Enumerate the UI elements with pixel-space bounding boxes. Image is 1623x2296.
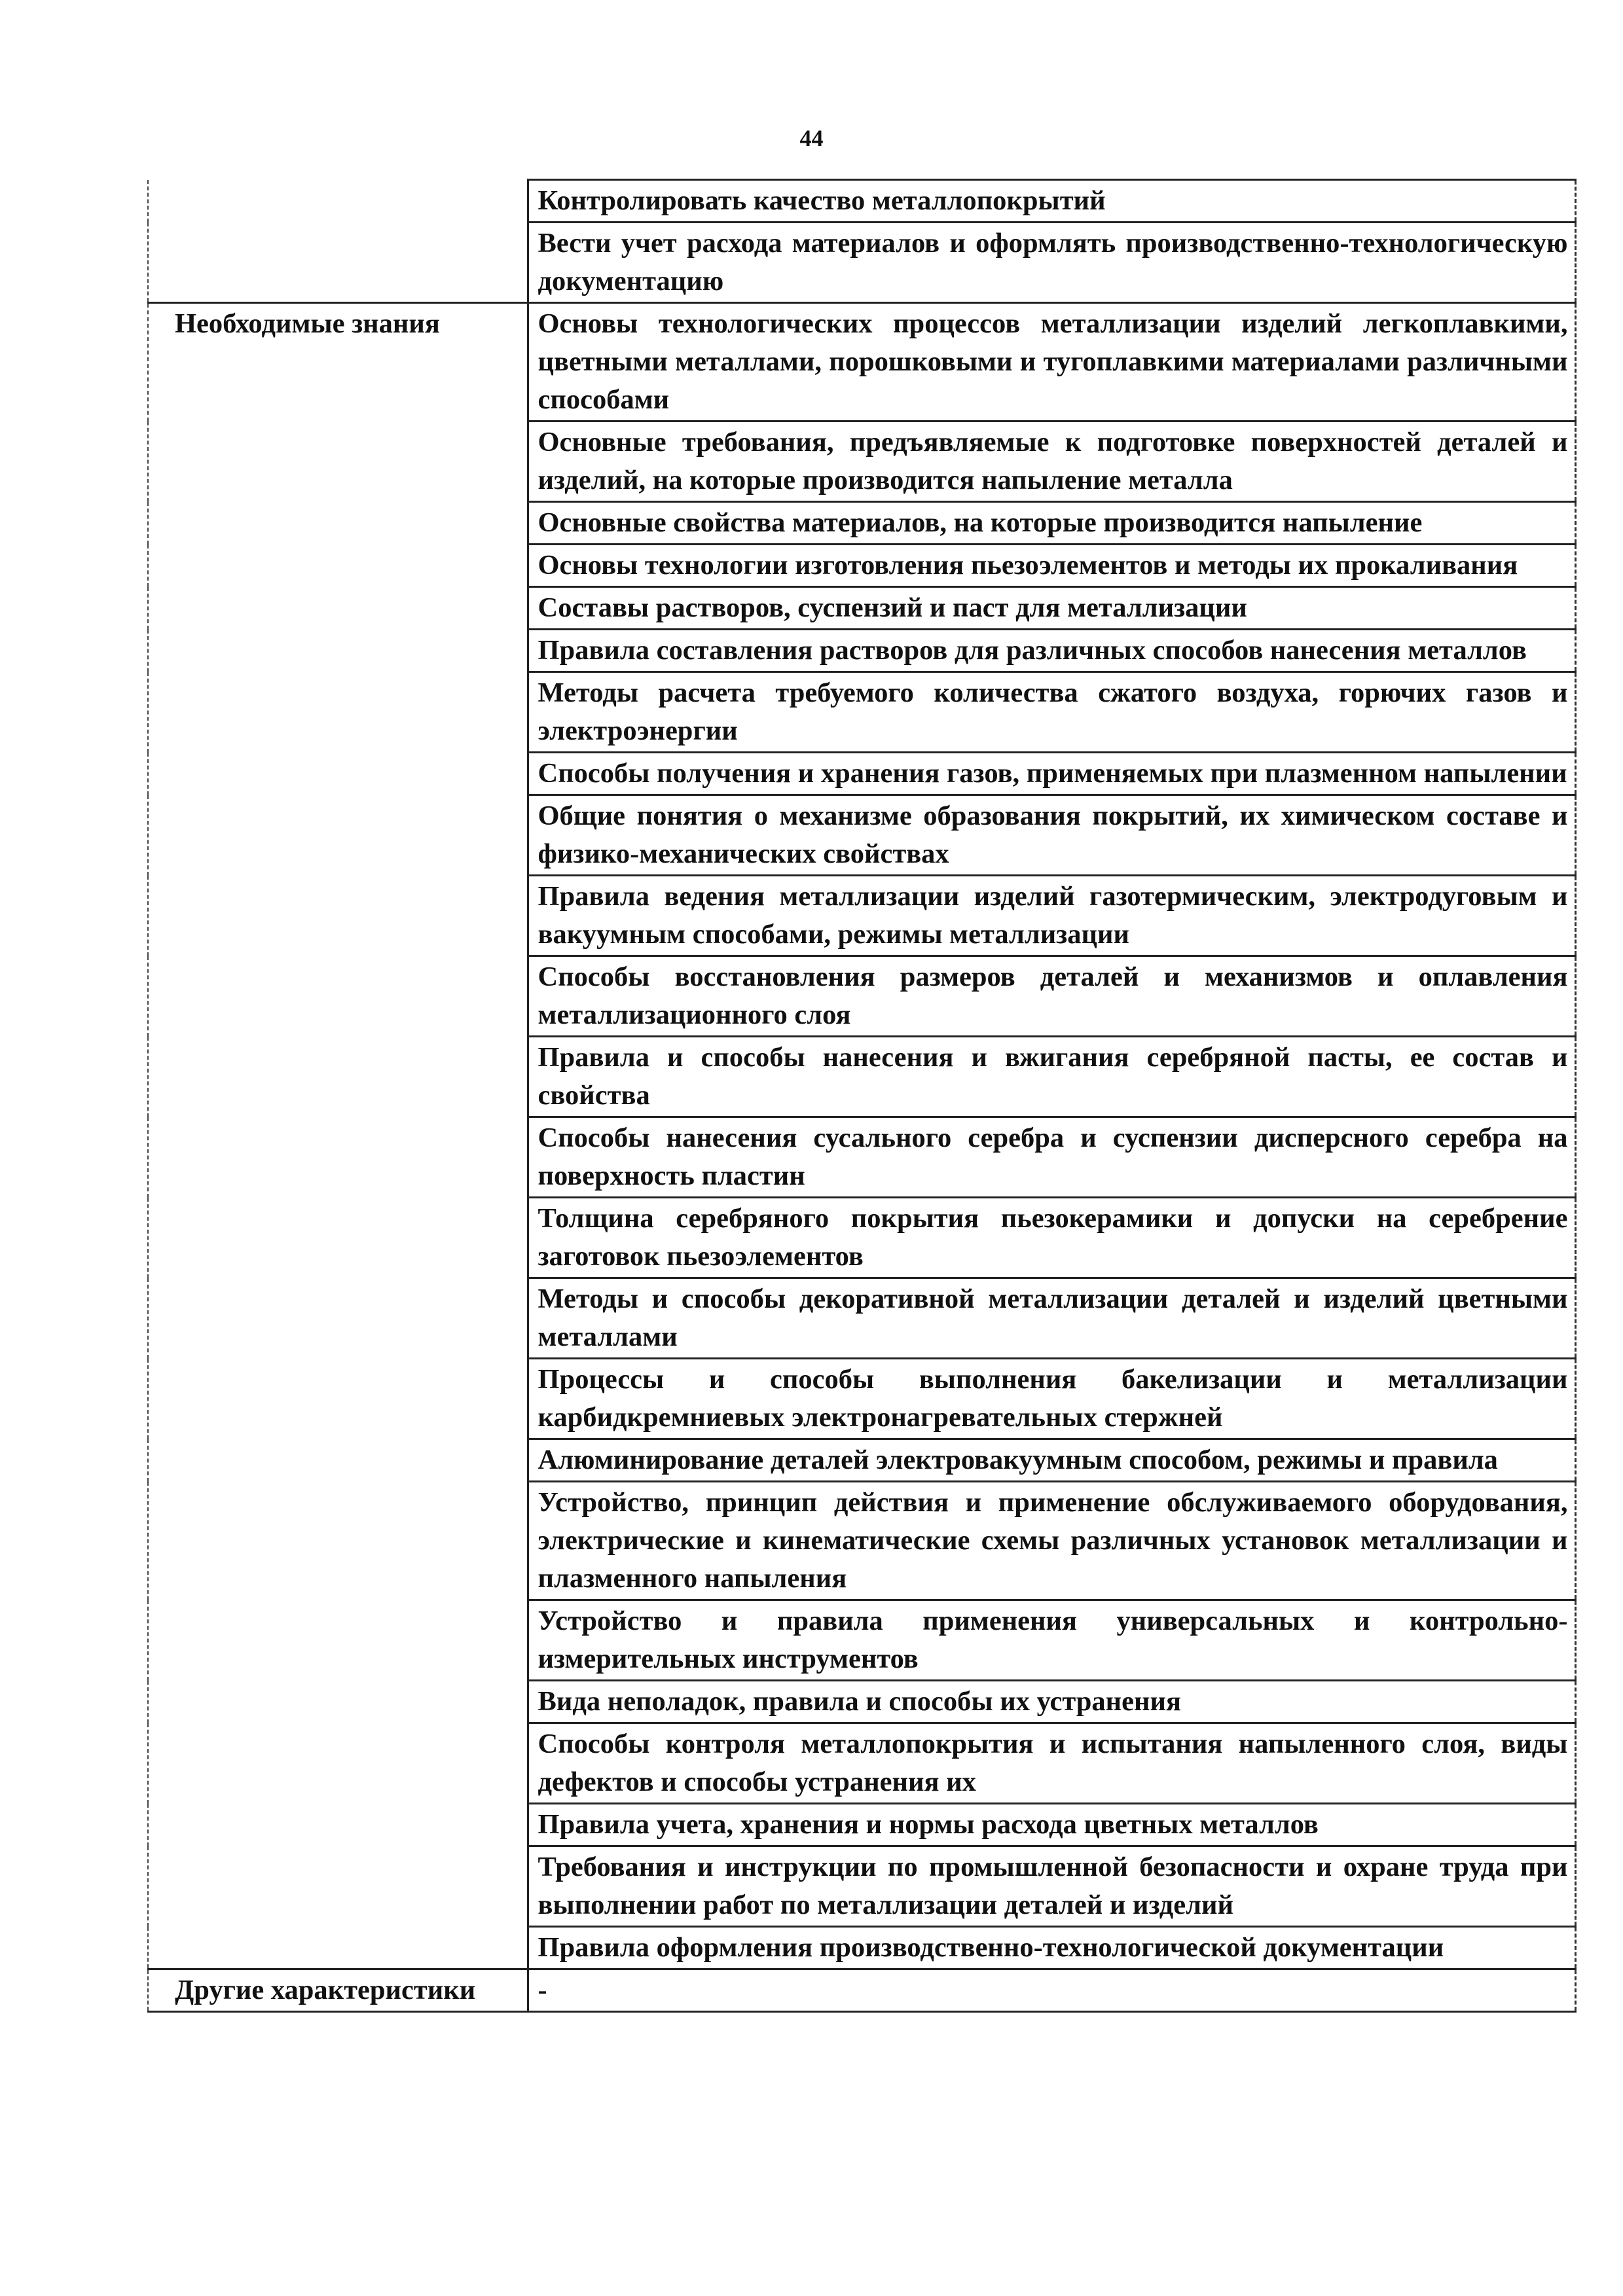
knowledge-item: Устройство и правила применения универсальных и контрольно-измерительных инструментов [528, 1600, 1575, 1681]
knowledge-item: Устройство, принцип действия и применение обслуживаемого оборудования, электрические и кинематические схемы различных установок металлизации и плазменного напыления [528, 1482, 1575, 1600]
knowledge-item: Способы контроля металлопокрытия и испытания напыленного слоя, виды дефектов и способы устранения их [528, 1723, 1575, 1804]
knowledge-label: Необходимые знания [148, 303, 528, 1969]
empty-label-cell [148, 180, 528, 303]
knowledge-item: Способы нанесения сусального серебра и суспензии дисперсного серебра на поверхность пластин [528, 1117, 1575, 1198]
knowledge-item: Правила учета, хранения и нормы расхода цветных металлов [528, 1804, 1575, 1846]
knowledge-item: Вида неполадок, правила и способы их устранения [528, 1681, 1575, 1723]
table-body [148, 180, 1575, 2012]
knowledge-item: Общие понятия о механизме образования покрытий, их химическом составе и физико-механических свойствах [528, 795, 1575, 876]
table-row [148, 1969, 1575, 2012]
knowledge-item: Правила оформления производственно-технологической документации [528, 1927, 1575, 1969]
skill-item: Вести учет расхода материалов и оформлять производственно-технологическую документацию [528, 223, 1575, 303]
knowledge-item: Методы расчета требуемого количества сжатого воздуха, горючих газов и электроэнергии [528, 672, 1575, 753]
skill-item: Контролировать качество металлопокрытий [528, 180, 1575, 223]
knowledge-item: Основы технологических процессов металлизации изделий легкоплавкими, цветными металлами, порошковыми и тугоплавкими материалами различными способами [528, 303, 1575, 422]
knowledge-item: Основные свойства материалов, на которые производится напыление [528, 502, 1575, 545]
knowledge-item: Толщина серебряного покрытия пьезокерамики и допуски на серебрение заготовок пьезоэлементов [528, 1198, 1575, 1278]
knowledge-item: Правила и способы нанесения и вжигания серебряной пасты, ее состав и свойства [528, 1037, 1575, 1117]
knowledge-item: Требования и инструкции по промышленной безопасности и охране труда при выполнении работ по металлизации деталей и изделий [528, 1846, 1575, 1927]
knowledge-item: Способы восстановления размеров деталей и механизмов и оплавления металлизационного слоя [528, 956, 1575, 1037]
knowledge-item: Правила ведения металлизации изделий газотермическим, электродуговым и вакуумным способами, режимы металлизации [528, 876, 1575, 956]
knowledge-item: Основные требования, предъявляемые к подготовке поверхностей деталей и изделий, на которые производится напыление металла [528, 422, 1575, 502]
knowledge-item: Процессы и способы выполнения бакелизации и металлизации карбидкремниевых электронагревательных стержней [528, 1359, 1575, 1439]
competency-table [147, 179, 1577, 2013]
knowledge-item: Методы и способы декоративной металлизации деталей и изделий цветными металлами [528, 1278, 1575, 1359]
knowledge-item: Алюминирование деталей электровакуумным способом, режимы и правила [528, 1439, 1575, 1482]
knowledge-item: Составы растворов, суспензий и паст для металлизации [528, 587, 1575, 630]
table-row [148, 180, 1575, 223]
table-row [148, 303, 1575, 422]
page-number: 44 [799, 125, 824, 151]
knowledge-item: Основы технологии изготовления пьезоэлементов и методы их прокаливания [528, 545, 1575, 587]
other-characteristics-label: Другие характеристики [148, 1969, 528, 2012]
other-characteristics-value: - [528, 1969, 1575, 2012]
knowledge-item: Способы получения и хранения газов, применяемых при плазменном напылении [528, 753, 1575, 795]
knowledge-item: Правила составления растворов для различных способов нанесения металлов [528, 630, 1575, 672]
